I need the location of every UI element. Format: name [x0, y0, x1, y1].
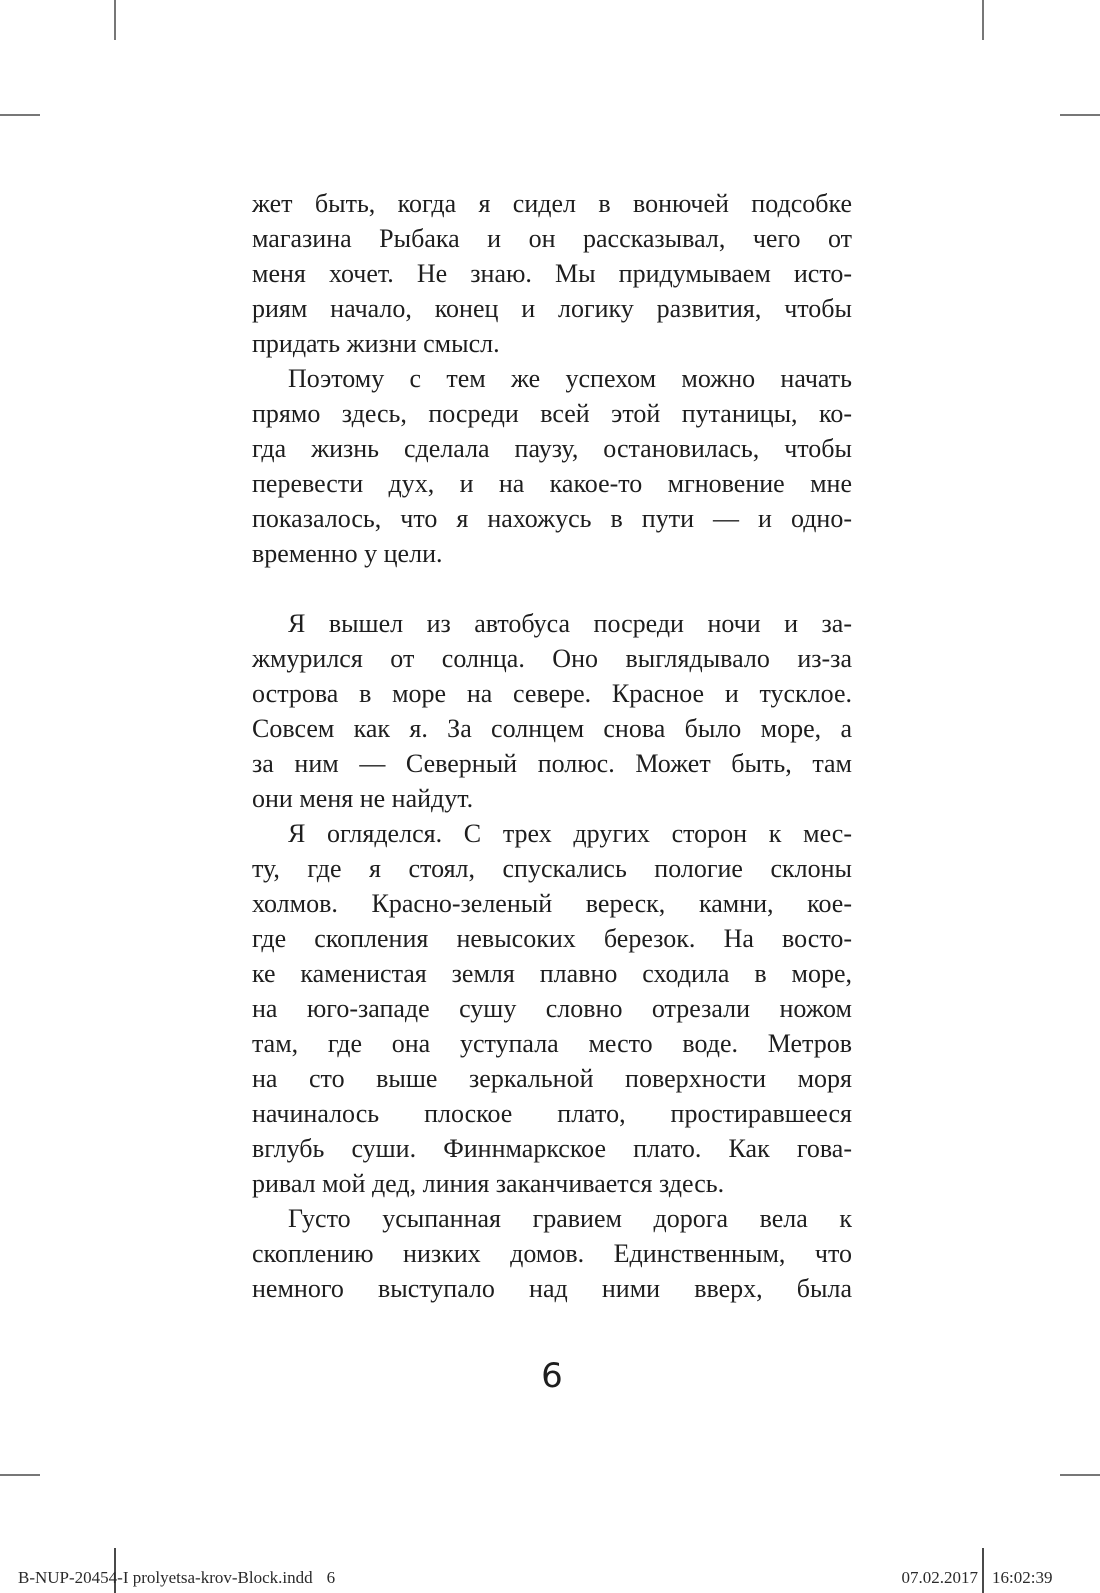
body-line: острова в море на севере. Красное и тусклое. — [252, 679, 852, 708]
paragraph — [252, 361, 852, 571]
page-number: 6 — [541, 1356, 563, 1396]
body-line: ке каменистая земля плавно сходила в море, — [252, 959, 852, 988]
crop-mark-top-left-vertical — [114, 0, 116, 40]
body-line: гда жизнь сделала паузу, остановилась, чтобы — [252, 434, 852, 463]
body-line: придать жизни смысл. — [252, 329, 500, 358]
paragraph — [252, 816, 852, 1201]
paragraph — [252, 606, 852, 816]
body-line: немного выступало над ними вверх, была — [252, 1274, 852, 1303]
body-line: Поэтому с тем же успехом можно начать — [288, 364, 852, 393]
footer-time: 16:02:39 — [992, 1568, 1053, 1587]
footer-file-info — [18, 1568, 335, 1588]
body-text — [252, 186, 852, 1306]
crop-mark-top-left-horizontal — [0, 114, 40, 116]
body-line: меня хочет. Не знаю. Мы придумываем исто- — [252, 259, 852, 288]
body-line: магазина Рыбака и он рассказывал, чего от — [252, 224, 852, 253]
crop-mark-top-right-horizontal — [1060, 114, 1100, 116]
body-line: жмурился от солнца. Оно выглядывало из-за — [252, 644, 852, 673]
body-line: где скопления невысоких березок. На восто- — [252, 924, 852, 953]
body-line: за ним — Северный полюс. Может быть, там — [252, 749, 852, 778]
paragraph — [252, 1201, 852, 1306]
body-line: временно у цели. — [252, 539, 443, 568]
body-line: Я вышел из автобуса посреди ночи и за- — [288, 609, 852, 638]
footer-page-ref: 6 — [326, 1568, 336, 1587]
body-line: Густо усыпанная гравием дорога вела к — [288, 1204, 852, 1233]
footer-date: 07.02.2017 — [901, 1568, 978, 1587]
crop-mark-top-right-vertical — [982, 0, 984, 40]
paragraph — [252, 186, 852, 361]
body-line: они меня не найдут. — [252, 784, 474, 813]
body-line: риям начало, конец и логику развития, чтобы — [252, 294, 852, 323]
body-line: Я огляделся. С трех других сторон к мес- — [288, 819, 852, 848]
body-line: скоплению низких домов. Единственным, что — [252, 1239, 852, 1268]
body-line: на юго-западе сушу словно отрезали ножом — [252, 994, 852, 1023]
crop-mark-bottom-right-vertical — [982, 1548, 984, 1593]
body-line: вглубь суши. Финнмаркское плато. Как гова- — [252, 1134, 852, 1163]
crop-mark-bottom-right-horizontal — [1060, 1474, 1100, 1476]
body-line: Совсем как я. За солнцем снова было море, а — [252, 714, 852, 743]
body-line: ривал мой дед, линия заканчивается здесь. — [252, 1169, 725, 1198]
body-line: показалось, что я нахожусь в пути — и одно- — [252, 504, 852, 533]
body-line: перевести дух, и на какое-то мгновение мне — [252, 469, 852, 498]
body-line: там, где она уступала место воде. Метров — [252, 1029, 852, 1058]
body-line: ту, где я стоял, спускались пологие склоны — [252, 854, 852, 883]
body-line: холмов. Красно-зеленый вереск, камни, кое- — [252, 889, 852, 918]
body-line: прямо здесь, посреди всей этой путаницы, ко- — [252, 399, 852, 428]
body-line: начиналось плоское плато, простиравшееся — [252, 1099, 852, 1128]
body-line: жет быть, когда я сидел в вонючей подсобке — [252, 189, 852, 218]
crop-mark-bottom-left-horizontal — [0, 1474, 40, 1476]
footer-filename: B-NUP-20454-I prolyetsa-krov-Block.indd — [18, 1568, 313, 1587]
body-line: на сто выше зеркальной поверхности моря — [252, 1064, 852, 1093]
